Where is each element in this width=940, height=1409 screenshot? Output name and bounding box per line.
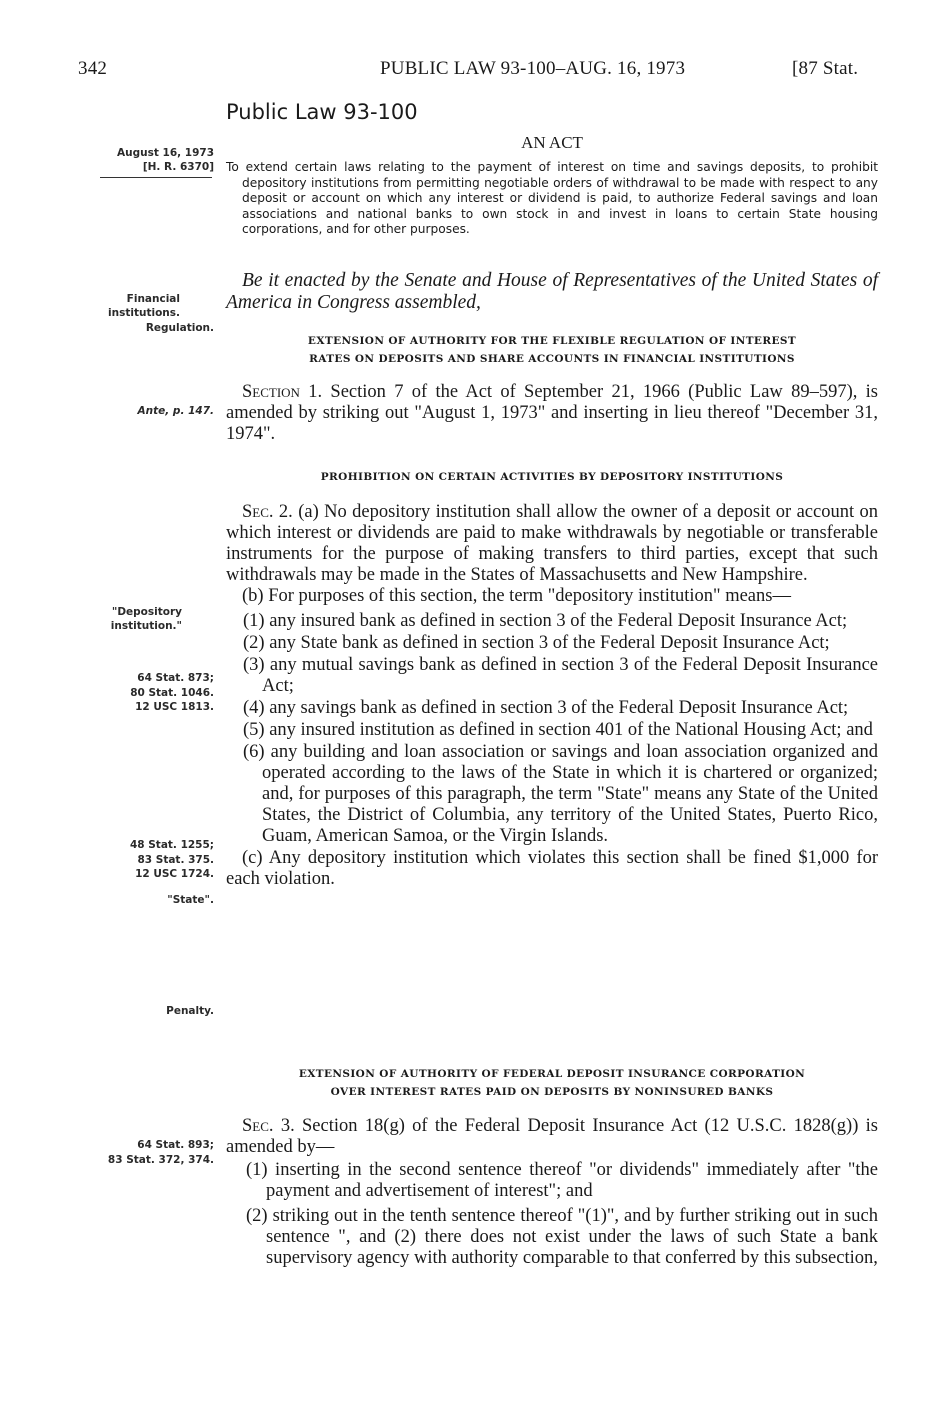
enacting-clause: Be it enacted by the Senate and House of Representatives of the United States of America in Congress assembled, xyxy=(226,270,878,313)
section-2-item-1: (1) any insured bank as defined in section 3 of the Federal Deposit Insurance Act; xyxy=(243,611,848,631)
section-heading-1: EXTENSION OF AUTHORITY FOR THE FLEXIBLE REGULATION OF INTEREST RATES ON DEPOSITS AND SHARE ACCOUNTS IN FINANCIAL INSTITUTIONS xyxy=(307,335,797,365)
section-3-item-2: (2) striking out in the tenth sentence thereof "(1)", and by further striking out in such sentence ", and (2) there does not exist under the laws of such State a bank supervisory agency with authority comparable to that conferred by this subsection, xyxy=(246,1206,878,1268)
section-1-label: Section 1. xyxy=(242,382,323,402)
section-2 xyxy=(226,502,878,890)
law-title: Public Law 93-100 xyxy=(226,100,418,124)
margin-cite-83-stat-372: 83 Stat. 372, 374. xyxy=(107,1154,214,1166)
margin-penalty: Penalty. xyxy=(166,1005,214,1017)
margin-cite-12-usc-1724: 12 USC 1724. xyxy=(135,868,214,880)
margin-regulation: Regulation. xyxy=(145,322,214,334)
section-1 xyxy=(226,382,878,445)
act-label: AN ACT xyxy=(521,133,583,152)
volume-citation: [87 Stat. xyxy=(792,58,859,79)
margin-state: "State". xyxy=(167,894,214,906)
section-2-item-5: (5) any insured institution as defined in section 401 of the National Housing Act; and xyxy=(243,720,873,740)
section-2-item-2: (2) any State bank as defined in section 3 of the Federal Deposit Insurance Act; xyxy=(243,633,830,653)
margin-depository-institution: "Depository institution." xyxy=(110,606,182,632)
margin-cite-64-stat: 64 Stat. 873; xyxy=(137,672,214,684)
section-2-c: (c) Any depository institution which violates this section shall be fined $1,000 for each violation. xyxy=(226,848,878,889)
margin-cite-64-stat-893: 64 Stat. 893; xyxy=(137,1139,214,1151)
margin-cite-12-usc: 12 USC 1813. xyxy=(135,701,214,713)
margin-rule xyxy=(100,177,212,178)
section-2-label: Sec. 2. xyxy=(242,502,293,522)
section-3-text: Section 18(g) of the Federal Deposit Insurance Act (12 U.S.C. 1828(g)) is amended by— xyxy=(226,1116,879,1157)
section-heading-2: PROHIBITION ON CERTAIN ACTIVITIES BY DEPOSITORY INSTITUTIONS xyxy=(320,471,784,483)
margin-bill: [H. R. 6370] xyxy=(142,161,214,173)
margin-financial-institutions: Financial institutions. xyxy=(108,293,180,319)
section-2-item-3: (3) any mutual savings bank as defined in section 3 of the Federal Deposit Insurance Act; xyxy=(243,655,878,696)
section-1-text: Section 7 of the Act of September 21, 1966 (Public Law 89–597), is amended by striking out "August 1, 1973" and inserting in lieu thereof "December 31, 1974". xyxy=(226,382,878,444)
section-2-item-4: (4) any savings bank as defined in section 3 of the Federal Deposit Insurance Act; xyxy=(243,698,849,718)
margin-cite-48-stat: 48 Stat. 1255; xyxy=(129,839,214,851)
section-3-label: Sec. 3. xyxy=(242,1116,295,1136)
running-title: PUBLIC LAW 93-100–AUG. 16, 1973 xyxy=(380,58,686,79)
section-2-a: (a) No depository institution shall allow the owner of a deposit or account on which interest or dividends are paid to make withdrawals by negotiable or transferable instruments for the purpose of making transfers to third parties, except that such withdrawals may be made in the States of Massachusetts and New Hampshire. xyxy=(226,502,879,585)
section-3 xyxy=(226,1116,878,1269)
section-heading-3: EXTENSION OF AUTHORITY OF FEDERAL DEPOSIT INSURANCE CORPORATION OVER INTEREST RATES PAID ON DEPOSITS BY NONINSURED BANKS xyxy=(298,1068,806,1098)
page-number: 342 xyxy=(78,58,108,79)
section-2-item-6: (6) any building and loan association or savings and loan association organized and operated according to the laws of the State in which it is chartered or organized; and, for purposes of this paragraph, the term "State" means any State of the United States, the District of Columbia, any territory of the United States, Puerto Rico, Guam, American Samoa, or the Virgin Islands. xyxy=(243,742,878,846)
act-purpose: To extend certain laws relating to the payment of interest on time and savings deposits, to prohibit depository institutions from permitting negotiable orders of withdrawal to be made with respect to any deposit or account on which any interest or dividend is paid, to authorize Federal savings and loan associations and national banks to own stock in and invest in loans to certain State housing corporations, and for other purposes. xyxy=(226,160,878,237)
margin-ante: Ante, p. 147. xyxy=(137,405,214,417)
section-3-item-1: (1) inserting in the second sentence thereof "or dividends" immediately after "the payment and advertisement of interest"; and xyxy=(246,1160,878,1201)
margin-cite-83-stat: 83 Stat. 375. xyxy=(137,854,214,866)
section-2-b: (b) For purposes of this section, the term "depository institution" means— xyxy=(242,586,791,606)
margin-cite-80-stat: 80 Stat. 1046. xyxy=(130,687,214,699)
margin-date: August 16, 1973 xyxy=(117,147,214,159)
